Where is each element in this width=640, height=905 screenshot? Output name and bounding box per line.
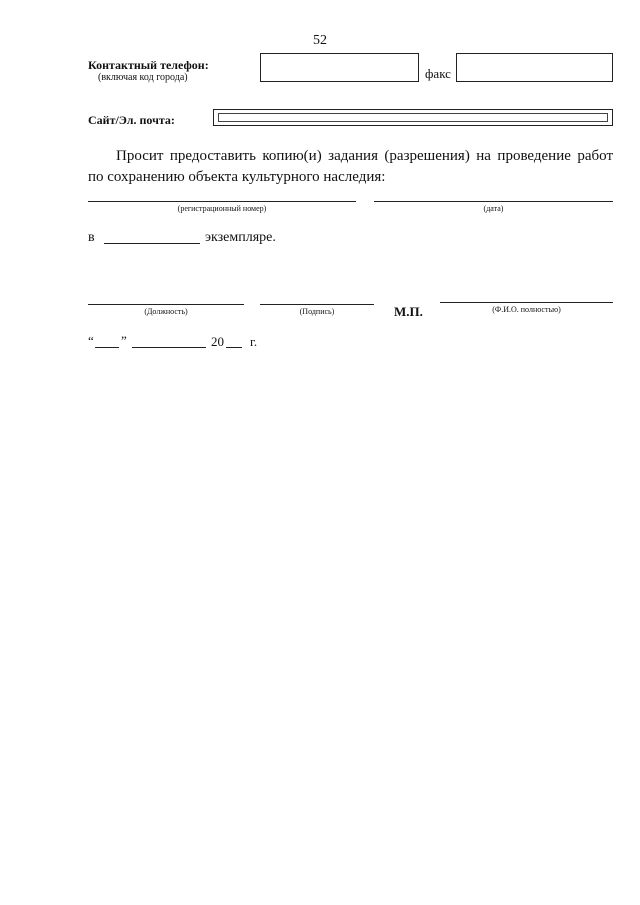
phone-label: Контактный телефон:: [88, 58, 209, 72]
year-suffix: г.: [250, 334, 258, 349]
fax-label: факс: [425, 66, 451, 81]
copies-suffix: экземпляре.: [205, 230, 276, 245]
day-line[interactable]: [95, 347, 119, 348]
page-number: 52: [313, 33, 327, 48]
position-caption: (Должность): [144, 307, 188, 316]
date-open-quote: “: [88, 333, 94, 348]
reg-number-caption: (регистрационный номер): [177, 204, 267, 213]
year-prefix: 20: [211, 334, 224, 349]
month-line[interactable]: [132, 347, 206, 348]
position-line[interactable]: [88, 304, 244, 305]
phone-hint: (включая код города): [98, 72, 188, 83]
copies-prefix: в: [88, 230, 95, 245]
date-caption: (дата): [483, 204, 504, 213]
date-line[interactable]: [374, 201, 613, 202]
signature-line[interactable]: [260, 304, 374, 305]
date-close-quote: ”: [121, 333, 127, 348]
fax-field[interactable]: [456, 53, 613, 82]
fullname-caption: (Ф.И.О. полностью): [492, 305, 561, 314]
signature-caption: (Подпись): [299, 307, 335, 316]
site-email-field[interactable]: [213, 109, 613, 126]
copies-count-line[interactable]: [104, 243, 200, 244]
site-email-label: Сайт/Эл. почта:: [88, 113, 175, 127]
stamp-label: М.П.: [394, 304, 423, 319]
site-email-inner-border: [218, 113, 608, 122]
year-line[interactable]: [226, 347, 242, 348]
fullname-line[interactable]: [440, 302, 613, 303]
request-text: Просит предоставить копию(и) задания (разрешения) на проведение работ по сохранению объекта культурного наследия:: [88, 148, 613, 185]
phone-field[interactable]: [260, 53, 419, 82]
reg-number-line[interactable]: [88, 201, 356, 202]
